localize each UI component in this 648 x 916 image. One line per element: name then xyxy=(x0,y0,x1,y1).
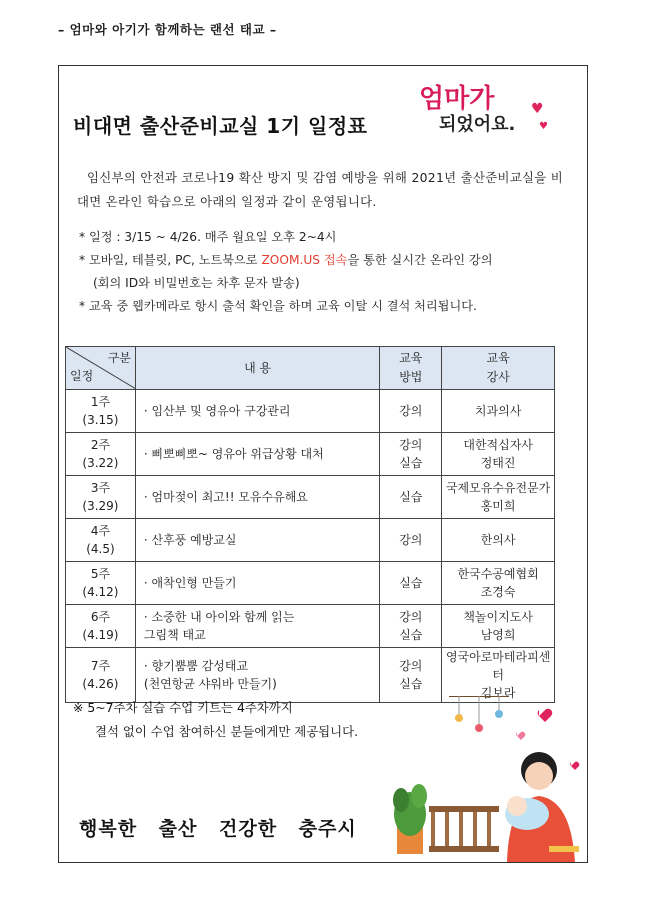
table-row xyxy=(66,390,555,433)
table-row xyxy=(66,648,555,703)
cell-method: 실습 xyxy=(380,476,442,519)
note-mobile-prefix: * 모바일, 테블릿, PC, 노트북으로 xyxy=(79,253,262,267)
slogan: 행복한 출산 건강한 충주시 xyxy=(79,818,357,840)
note-meeting-id: (회의 ID와 비밀번호는 차후 문자 발송) xyxy=(93,276,300,290)
cell-method: 실습 xyxy=(380,562,442,605)
cell-instructor: 치과의사 xyxy=(442,390,555,433)
header-instructor: 교육 강사 xyxy=(442,347,555,390)
cell-method: 강의 xyxy=(380,519,442,562)
cell-content: · 삐뽀삐뽀~ 영유아 위급상황 대처 xyxy=(135,433,379,476)
schedule-table xyxy=(65,346,555,703)
cell-method: 강의 xyxy=(380,390,442,433)
cell-instructor: 영국아로마테라피센터 김보라 xyxy=(442,648,555,703)
note-mobile xyxy=(79,249,579,272)
footnote-line-2: 결석 없이 수업 참여하신 분들에게만 제공됩니다. xyxy=(95,724,359,739)
note-schedule: * 일정 : 3/15 ~ 4/26. 매주 월요일 오후 2~4시 xyxy=(79,230,337,244)
cell-week: 7주 (4.26) xyxy=(66,648,136,703)
table-row xyxy=(66,605,555,648)
cell-content: · 애착인형 만들기 xyxy=(135,562,379,605)
cell-instructor: 한국수공예협회 조경숙 xyxy=(442,562,555,605)
table-row xyxy=(66,476,555,519)
table-row xyxy=(66,519,555,562)
cell-method: 강의 실습 xyxy=(380,605,442,648)
cell-week: 3주 (3.29) xyxy=(66,476,136,519)
cell-content: · 소중한 내 아이와 함께 읽는 그림책 태교 xyxy=(135,605,379,648)
header-division: 구분 xyxy=(107,351,131,365)
cell-week: 2주 (3.22) xyxy=(66,433,136,476)
cell-instructor: 대한적십자사 정태진 xyxy=(442,433,555,476)
cell-week: 1주 (3.15) xyxy=(66,390,136,433)
heart-icon: ♥ xyxy=(539,121,548,132)
cell-content: · 임산부 및 영유아 구강관리 xyxy=(135,390,379,433)
header-division-schedule xyxy=(66,347,136,390)
zoom-link-text: ZOOM.US 접속 xyxy=(261,253,348,267)
page-title: 비대면 출산준비교실 1기 일정표 xyxy=(73,114,368,138)
header-schedule: 일정 xyxy=(70,369,94,383)
intro-paragraph: 임신부의 안전과 코로나19 확산 방지 및 감염 예방을 위해 2021년 출산준비교실을 비대면 온라인 학습으로 아래의 일정과 같이 운영됩니다. xyxy=(77,170,564,209)
header-method: 교육 방법 xyxy=(380,347,442,390)
footnote-line-1: ※ 5~7주차 실습 수업 키트는 4주차까지 xyxy=(73,700,293,715)
header-content: 내 용 xyxy=(135,347,379,390)
cell-week: 6주 (4.19) xyxy=(66,605,136,648)
cell-method: 강의 실습 xyxy=(380,433,442,476)
cell-instructor: 국제모유수유전문가 홍미희 xyxy=(442,476,555,519)
cell-instructor: 책놀이지도사 남영희 xyxy=(442,605,555,648)
logo-text-2: 되었어요. xyxy=(439,114,516,135)
cell-week: 4주 (4.5) xyxy=(66,519,136,562)
logo-text-1: 엄마가 xyxy=(419,84,495,114)
note-webcam: * 교육 중 웹카메라로 항시 출석 확인을 하며 교육 이탈 시 결석 처리됩니다. xyxy=(79,299,477,313)
cell-content: · 산후풍 예방교실 xyxy=(135,519,379,562)
cell-content: · 향기뿜뿜 감성태교 (천연항균 샤워바 만들기) xyxy=(135,648,379,703)
cell-method: 강의 실습 xyxy=(380,648,442,703)
heart-icon: ♥ xyxy=(531,101,544,117)
table-row xyxy=(66,562,555,605)
notes xyxy=(79,226,579,318)
cell-content: · 엄마젖이 최고!! 모유수유해요 xyxy=(135,476,379,519)
logo xyxy=(419,74,548,138)
cell-week: 5주 (4.12) xyxy=(66,562,136,605)
note-mobile-suffix: 을 통한 실시간 온라인 강의 xyxy=(347,253,493,267)
subtitle: – 엄마와 아기가 함께하는 랜선 태교 – xyxy=(58,22,277,37)
cell-instructor: 한의사 xyxy=(442,519,555,562)
schedule-document xyxy=(58,65,588,863)
mother-baby-illustration xyxy=(389,696,587,862)
table-row xyxy=(66,433,555,476)
table-header-row xyxy=(66,347,555,390)
